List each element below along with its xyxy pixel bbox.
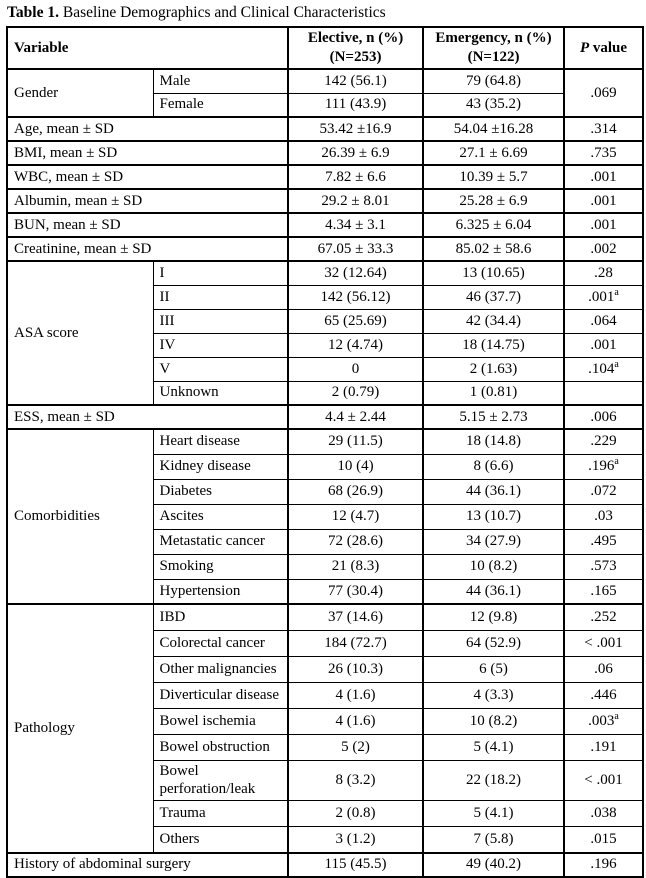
sub-variable-cell: Metastatic cancer xyxy=(153,529,288,554)
elective-value-cell: 115 (45.5) xyxy=(288,853,423,877)
elective-value-cell: 21 (8.3) xyxy=(288,554,423,579)
p-value-cell xyxy=(564,682,643,708)
elective-value-cell: 4.34 ± 3.1 xyxy=(288,213,423,237)
p-value-text: .191 xyxy=(590,738,617,755)
p-value-header-rest: value xyxy=(589,39,628,56)
sub-variable-cell: Others xyxy=(153,827,288,853)
emergency-value-cell: 4 (3.3) xyxy=(423,682,564,708)
emergency-header-line2: (N=122) xyxy=(467,49,520,65)
sub-variable-cell: V xyxy=(153,357,288,381)
p-value-cell xyxy=(564,801,643,827)
p-value-cell xyxy=(564,285,643,309)
p-value-header xyxy=(564,27,643,69)
sub-variable-cell: Ascites xyxy=(153,504,288,529)
group-label-cell: ASA score xyxy=(7,261,153,405)
emergency-value-cell: 42 (34.4) xyxy=(423,309,564,333)
emergency-value-cell: 46 (37.7) xyxy=(423,285,564,309)
table-row xyxy=(7,261,643,285)
elective-value-cell: 77 (30.4) xyxy=(288,579,423,604)
p-value-text: .196 xyxy=(590,856,617,873)
emergency-value-cell: 44 (36.1) xyxy=(423,579,564,604)
table-row xyxy=(7,69,643,93)
p-value-cell xyxy=(564,504,643,529)
elective-value-cell: 32 (12.64) xyxy=(288,261,423,285)
variable-cell: History of abdominal surgery xyxy=(7,853,288,877)
p-value-text: .314 xyxy=(590,120,617,137)
elective-value-cell: 12 (4.7) xyxy=(288,504,423,529)
sub-variable-cell: Other malignancies xyxy=(153,656,288,682)
emergency-value-cell: 5.15 ± 2.73 xyxy=(423,405,564,429)
p-value-cell xyxy=(564,479,643,504)
p-value-cell xyxy=(564,529,643,554)
sub-variable-cell: I xyxy=(153,261,288,285)
elective-value-cell: 142 (56.1) xyxy=(288,69,423,93)
p-value-text: .229 xyxy=(590,433,617,450)
elective-value-cell: 8 (3.2) xyxy=(288,760,423,801)
p-value-text: .015 xyxy=(590,830,617,847)
p-value-text: .072 xyxy=(590,483,617,500)
p-value-superscript: a xyxy=(614,456,619,468)
p-value-cell xyxy=(564,189,643,213)
emergency-header-line1: Emergency, n (%) xyxy=(435,30,552,47)
p-value-cell xyxy=(564,213,643,237)
variable-cell: Age, mean ± SD xyxy=(7,117,288,141)
p-value-text: .001 xyxy=(588,288,615,305)
emergency-value-cell: 6.325 ± 6.04 xyxy=(423,213,564,237)
p-value-cell xyxy=(564,141,643,165)
sub-variable-cell: Female xyxy=(153,93,288,117)
p-value-cell xyxy=(564,165,643,189)
variable-cell: Creatinine, mean ± SD xyxy=(7,237,288,261)
emergency-value-cell: 64 (52.9) xyxy=(423,630,564,656)
emergency-value-cell: 12 (9.8) xyxy=(423,604,564,630)
elective-value-cell: 4 (1.6) xyxy=(288,682,423,708)
emergency-header xyxy=(423,27,564,69)
emergency-value-cell: 13 (10.7) xyxy=(423,504,564,529)
elective-value-cell: 0 xyxy=(288,357,423,381)
p-value-cell xyxy=(564,261,643,285)
sub-variable-cell: Diabetes xyxy=(153,479,288,504)
emergency-value-cell: 6 (5) xyxy=(423,656,564,682)
p-value-text: .001 xyxy=(590,168,617,185)
emergency-value-cell: 34 (27.9) xyxy=(423,529,564,554)
sub-variable-cell: Bowel perforation/leak xyxy=(153,760,288,801)
variable-cell: Albumin, mean ± SD xyxy=(7,189,288,213)
group-label-cell: Gender xyxy=(7,69,153,117)
p-value-cell xyxy=(564,760,643,801)
p-value-cell xyxy=(564,405,643,429)
emergency-value-cell: 49 (40.2) xyxy=(423,853,564,877)
p-value-superscript: a xyxy=(614,710,619,722)
p-value-text: .038 xyxy=(590,805,617,822)
sub-variable-cell: Unknown xyxy=(153,381,288,405)
p-value-cell xyxy=(564,827,643,853)
p-value-cell xyxy=(564,117,643,141)
p-value-cell xyxy=(564,734,643,760)
emergency-value-cell: 22 (18.2) xyxy=(423,760,564,801)
elective-header-line2: (N=253) xyxy=(329,49,382,65)
p-value-cell xyxy=(564,357,643,381)
table-body xyxy=(7,69,643,877)
emergency-value-cell: 5 (4.1) xyxy=(423,801,564,827)
variable-cell: WBC, mean ± SD xyxy=(7,165,288,189)
p-value-text: .735 xyxy=(590,144,617,161)
table-title xyxy=(7,4,642,22)
sub-variable-cell: Hypertension xyxy=(153,579,288,604)
sub-variable-cell: Bowel ischemia xyxy=(153,708,288,734)
group-label-cell: Pathology xyxy=(7,604,153,853)
p-value-text: .002 xyxy=(590,240,617,257)
p-value-cell xyxy=(564,708,643,734)
p-value-text: .003 xyxy=(588,712,615,729)
p-value-header-italic: P xyxy=(579,39,590,56)
emergency-value-cell: 54.04 ±16.28 xyxy=(423,117,564,141)
table-row xyxy=(7,237,643,261)
p-value-text: .064 xyxy=(590,312,617,329)
elective-value-cell: 26.39 ± 6.9 xyxy=(288,141,423,165)
elective-value-cell: 53.42 ±16.9 xyxy=(288,117,423,141)
sub-variable-cell: Colorectal cancer xyxy=(153,630,288,656)
p-value-cell xyxy=(564,429,643,454)
p-value-superscript: a xyxy=(614,358,619,370)
demographics-table xyxy=(6,26,644,878)
p-value-text: .006 xyxy=(590,408,617,425)
emergency-value-cell: 5 (4.1) xyxy=(423,734,564,760)
group-label-cell: Comorbidities xyxy=(7,429,153,604)
p-value-text: .104 xyxy=(588,360,615,377)
p-value-cell xyxy=(564,630,643,656)
p-value-text: .001 xyxy=(590,216,617,233)
p-value-text: .252 xyxy=(590,608,617,625)
emergency-value-cell: 10.39 ± 5.7 xyxy=(423,165,564,189)
p-value-cell xyxy=(564,604,643,630)
table-row xyxy=(7,853,643,877)
sub-variable-cell: Smoking xyxy=(153,554,288,579)
elective-value-cell: 2 (0.79) xyxy=(288,381,423,405)
p-value-cell xyxy=(564,656,643,682)
elective-value-cell: 4.4 ± 2.44 xyxy=(288,405,423,429)
p-value-text: .001 xyxy=(590,336,617,353)
p-value-cell xyxy=(564,333,643,357)
p-value-cell xyxy=(564,454,643,479)
p-value-cell xyxy=(564,579,643,604)
elective-value-cell: 37 (14.6) xyxy=(288,604,423,630)
p-value-text: < .001 xyxy=(584,634,623,651)
p-value-text: .165 xyxy=(590,582,617,599)
p-value-text: .573 xyxy=(590,558,617,575)
variable-header: Variable xyxy=(7,27,288,69)
elective-value-cell: 29 (11.5) xyxy=(288,429,423,454)
sub-variable-cell: Male xyxy=(153,69,288,93)
table-title-text: Baseline Demographics and Clinical Characteristics xyxy=(58,4,386,21)
elective-value-cell: 111 (43.9) xyxy=(288,93,423,117)
elective-value-cell: 65 (25.69) xyxy=(288,309,423,333)
table-row xyxy=(7,165,643,189)
table-row xyxy=(7,117,643,141)
emergency-value-cell: 1 (0.81) xyxy=(423,381,564,405)
table-title-label: Table 1. xyxy=(7,4,59,21)
elective-value-cell: 26 (10.3) xyxy=(288,656,423,682)
sub-variable-cell: Bowel obstruction xyxy=(153,734,288,760)
elective-value-cell: 2 (0.8) xyxy=(288,801,423,827)
p-value-cell xyxy=(564,554,643,579)
emergency-value-cell: 10 (8.2) xyxy=(423,708,564,734)
elective-header xyxy=(288,27,423,69)
emergency-value-cell: 43 (35.2) xyxy=(423,93,564,117)
elective-value-cell: 10 (4) xyxy=(288,454,423,479)
sub-variable-cell: Trauma xyxy=(153,801,288,827)
p-value-cell xyxy=(564,237,643,261)
p-value-cell xyxy=(564,853,643,877)
table-row xyxy=(7,604,643,630)
p-value-superscript: a xyxy=(614,286,619,298)
p-value-text: < .001 xyxy=(584,771,623,788)
table-row xyxy=(7,429,643,454)
elective-value-cell: 184 (72.7) xyxy=(288,630,423,656)
header-row xyxy=(7,27,643,69)
emergency-value-cell: 8 (6.6) xyxy=(423,454,564,479)
p-value-text: .03 xyxy=(594,508,613,525)
p-value-text: .06 xyxy=(594,660,613,677)
elective-value-cell: 29.2 ± 8.01 xyxy=(288,189,423,213)
sub-variable-cell: IBD xyxy=(153,604,288,630)
elective-value-cell: 7.82 ± 6.6 xyxy=(288,165,423,189)
p-value-cell: .069 xyxy=(564,69,643,117)
emergency-value-cell: 85.02 ± 58.6 xyxy=(423,237,564,261)
elective-value-cell: 67.05 ± 33.3 xyxy=(288,237,423,261)
p-value-text: .196 xyxy=(588,458,615,475)
p-value-cell xyxy=(564,381,643,405)
p-value-text: .495 xyxy=(590,533,617,550)
emergency-value-cell: 27.1 ± 6.69 xyxy=(423,141,564,165)
variable-cell: ESS, mean ± SD xyxy=(7,405,288,429)
sub-variable-cell: Heart disease xyxy=(153,429,288,454)
elective-value-cell: 12 (4.74) xyxy=(288,333,423,357)
p-value-text: .446 xyxy=(590,686,617,703)
variable-cell: BMI, mean ± SD xyxy=(7,141,288,165)
emergency-value-cell: 10 (8.2) xyxy=(423,554,564,579)
elective-header-line1: Elective, n (%) xyxy=(307,30,404,47)
emergency-value-cell: 44 (36.1) xyxy=(423,479,564,504)
table-row xyxy=(7,141,643,165)
table-row xyxy=(7,405,643,429)
elective-value-cell: 68 (26.9) xyxy=(288,479,423,504)
sub-variable-cell: Diverticular disease xyxy=(153,682,288,708)
sub-variable-cell: III xyxy=(153,309,288,333)
elective-value-cell: 3 (1.2) xyxy=(288,827,423,853)
variable-cell: BUN, mean ± SD xyxy=(7,213,288,237)
sub-variable-cell: Kidney disease xyxy=(153,454,288,479)
emergency-value-cell: 7 (5.8) xyxy=(423,827,564,853)
elective-value-cell: 5 (2) xyxy=(288,734,423,760)
emergency-value-cell: 79 (64.8) xyxy=(423,69,564,93)
elective-value-cell: 4 (1.6) xyxy=(288,708,423,734)
elective-value-cell: 72 (28.6) xyxy=(288,529,423,554)
table-row xyxy=(7,213,643,237)
sub-variable-cell: IV xyxy=(153,333,288,357)
table-row xyxy=(7,189,643,213)
p-value-cell xyxy=(564,309,643,333)
sub-variable-cell: II xyxy=(153,285,288,309)
emergency-value-cell: 18 (14.75) xyxy=(423,333,564,357)
p-value-text: .001 xyxy=(590,192,617,209)
emergency-value-cell: 13 (10.65) xyxy=(423,261,564,285)
emergency-value-cell: 18 (14.8) xyxy=(423,429,564,454)
emergency-value-cell: 2 (1.63) xyxy=(423,357,564,381)
emergency-value-cell: 25.28 ± 6.9 xyxy=(423,189,564,213)
p-value-text: .28 xyxy=(594,264,613,281)
elective-value-cell: 142 (56.12) xyxy=(288,285,423,309)
